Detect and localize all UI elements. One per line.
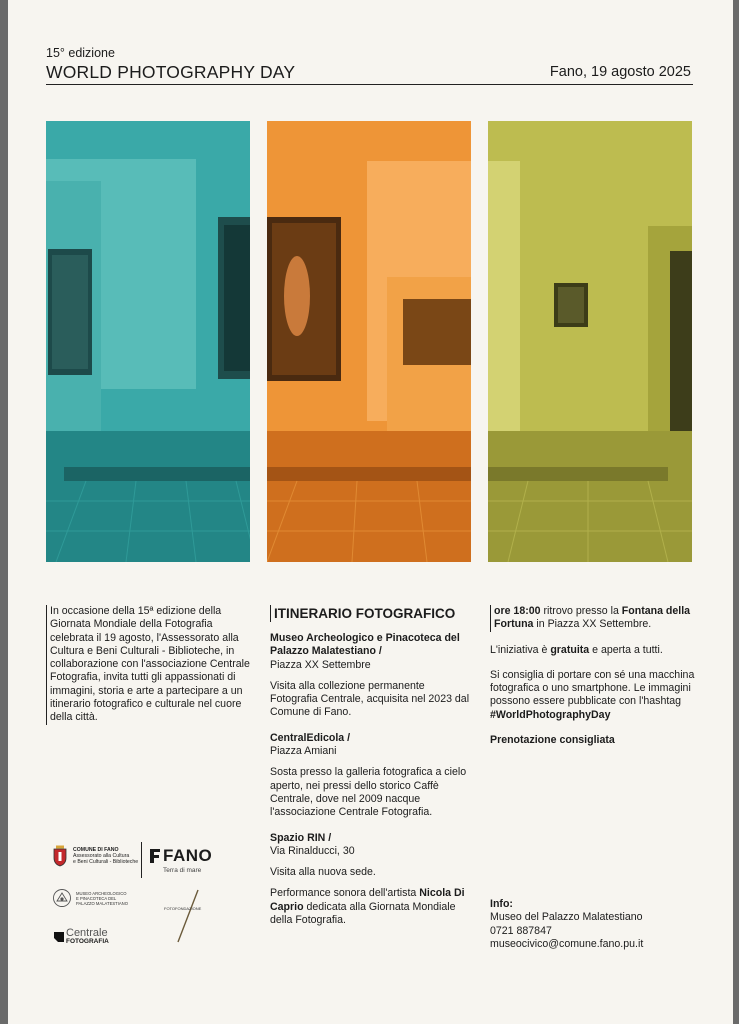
event-date-place: Fano, 19 agosto 2025 [549,64,691,80]
fano-mark-icon [149,848,161,864]
slash-mark-icon [164,888,208,944]
photo-panel-olive [488,121,692,562]
stop-2-name: CentralEdicola / [270,731,351,744]
free-entry: L'iniziativa è gratuita e aperta a tutti. [490,643,663,656]
comune-sub-1: Assessorato alla Cultura [73,853,130,859]
meeting-column [490,605,695,747]
museo-line-1: MUSEO ARCHEOLOGICO [76,890,127,896]
info-label: Info: [490,898,513,910]
itinerary-column [270,605,475,927]
event-title: WORLD PHOTOGRAPHY DAY [46,62,296,82]
photo-panel-orange [267,121,471,562]
poster [8,0,733,1024]
stop-1-desc: Visita alla collezione permanente Fotografia Centrale, acquisita nel 2023 dal Comune di Fano. [270,679,470,719]
museo-line-3: PALAZZO MALATESTIANO [76,900,128,906]
camera-advice: Si consiglia di portare con sé una macchina fotografica o uno smartphone. Le immagini possono essere pubblicate con l'hashtag [490,668,695,708]
stop-3-name: Spazio RIN / [270,831,332,844]
museo-line-2: E PINACOTECA DEL [76,895,117,901]
info-email: museocivico@comune.fano.pu.it [490,937,644,950]
centrale-word: Centrale [66,927,108,939]
fotografia-word: FOTOGRAFIA [66,938,109,945]
booking-note: Prenotazione consigliata [490,734,615,747]
photo-panel-teal [46,121,250,562]
stop-3-desc: Visita alla nuova sede. [270,866,376,879]
comune-sub-2: e Beni Culturali - Biblioteche [73,859,139,865]
fano-logo [149,846,212,874]
info-phone: 0721 887847 [490,924,552,937]
itinerary-heading: ITINERARIO FOTOGRAFICO [270,605,475,622]
comune-di-fano-logo [52,845,138,867]
edition-label: 15° edizione [46,46,115,60]
fano-wordmark: FANO [163,846,213,865]
intro-column [46,605,250,725]
fotofondazione-text: FOTOFONDAZIONE [164,906,202,911]
museum-emblem-icon [52,888,72,908]
stop-1-address: Piazza XX Settembre [270,658,371,671]
stop-1-name: Museo Archeologico e Pinacoteca del Palazzo Malatestiano / [270,632,460,658]
meeting-point: ore 18:00 ritrovo presso la Fontana della Fortuna in Piazza XX Settembre. [490,605,695,632]
header-divider [46,84,693,85]
city-crest-icon [52,845,68,867]
fano-tagline: Terra di mare [163,867,202,874]
info-museum: Museo del Palazzo Malatestiano [490,911,643,924]
centrale-mark-icon [54,932,64,942]
museo-logo [52,888,128,908]
fotofondazione-logo [164,888,208,944]
stop-3-performance: Performance sonora dell'artista Nicola Di Caprio dedicata alla Giornata Mondiale della Fotografia. [270,887,465,927]
hashtag: #WorldPhotographyDay [490,708,611,721]
stop-3-address: Via Rinalducci, 30 [270,844,355,857]
centrale-fotografia-logo [54,928,109,946]
intro-text: In occasione della 15ª edizione della Giornata Mondiale della Fotografia celebrata il 19 agosto, l'Assessorato alla Cultura e Beni Culturali - Biblioteche, in collaborazione con l'associazione Centrale Fotografia, invita tutti gli appassionati di immagini, storia e arte a partecipare a un itinerario fotografico e culturale nel cuore della città. [50,605,250,724]
logo-separator [141,842,142,878]
info-block [490,898,710,951]
comune-title: COMUNE DI FANO [73,847,119,853]
stop-2-desc: Sosta presso la galleria fotografica a cielo aperto, nei pressi dello storico Caffè Centrale, dove nel 2009 nacque l'associazione Centrale Fotografia. [270,766,467,819]
stop-2-address: Piazza Amiani [270,745,337,758]
